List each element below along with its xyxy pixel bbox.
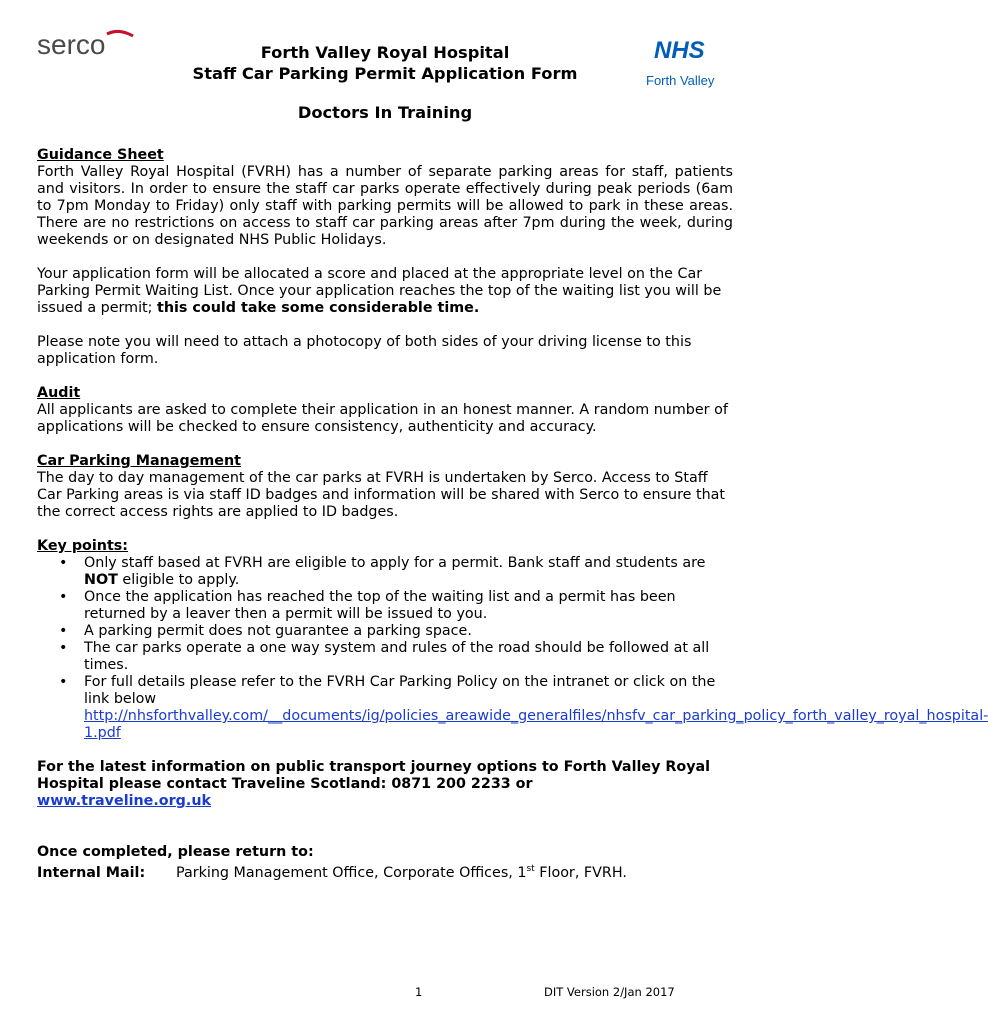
form-title: Staff Car Parking Permit Application Form — [192, 64, 578, 83]
key-point-text: The car parks operate a one way system and rules of the road should be followed at all times. — [84, 640, 710, 673]
guidance-content — [37, 147, 988, 882]
transport-info — [37, 759, 733, 810]
key-point-emphasis: NOT — [84, 572, 118, 588]
traveline-link[interactable]: www.traveline.org.uk — [37, 793, 212, 809]
serco-logo-text: serco — [37, 29, 106, 60]
bullet-icon: • — [59, 623, 68, 639]
nhs-logo-subtext: Forth Valley — [646, 73, 715, 88]
guidance-paragraph-2 — [37, 266, 733, 317]
key-point-item — [37, 640, 733, 674]
key-point-text: A parking permit does not guarantee a parking space. — [84, 623, 472, 639]
guidance-paragraph-2-emphasis: this could take some considerable time. — [157, 300, 480, 316]
key-point-text: eligible to apply. — [117, 572, 240, 588]
audit-heading: Audit — [37, 385, 81, 401]
audit-text: All applicants are asked to complete their application in an honest manner. A random number of applications will be checked to ensure consistency, authenticity and accuracy. — [37, 402, 728, 435]
bullet-icon: • — [59, 589, 68, 605]
internal-mail-address: Parking Management Office, Corporate Offices, 1 — [176, 864, 527, 881]
internal-mail-label: Internal Mail: — [37, 864, 146, 881]
page-number: 1 — [415, 985, 423, 999]
form-subtitle: Doctors In Training — [297, 103, 473, 122]
serco-swoosh — [107, 31, 133, 36]
key-point-text: Once the application has reached the top of the waiting list and a permit has been returned by a leaver then a permit will be issued to you. — [84, 589, 676, 622]
return-heading: Once completed, please return to: — [37, 844, 314, 860]
key-points-list — [37, 555, 988, 742]
key-point-text: For full details please refer to the FVRH Car Parking Policy on the intranet or click on the link below — [84, 674, 716, 707]
key-point-text: Only staff based at FVRH are eligible to apply for a permit. Bank staff and students are — [84, 555, 706, 571]
parking-policy-link[interactable]: http://nhsforthvalley.com/__documents/ig/policies_areawide_generalfiles/nhsfv_car_parking_policy_forth_valley_royal_hospital-1.pdf — [84, 708, 988, 741]
nhs-logo-text: NHS — [654, 37, 705, 64]
transport-info-text: For the latest information on public transport journey options to Forth Valley Royal Hospital please contact Traveline Scotland: 0871 200 2233 or — [37, 759, 711, 792]
internal-mail-superscript: st — [526, 864, 535, 874]
nhs-forth-valley-logo — [644, 36, 724, 92]
key-point-item — [37, 589, 733, 623]
document-version: DIT Version 2/Jan 2017 — [544, 985, 675, 999]
management-text: The day to day management of the car parks at FVRH is undertaken by Serco. Access to Staff Car Parking areas is via staff ID badges and information will be shared with Serco to ensure that the correct access rights are applied to ID badges. — [37, 470, 726, 520]
key-point-item — [37, 623, 733, 640]
key-points-heading: Key points: — [37, 538, 129, 554]
bullet-icon: • — [59, 674, 68, 690]
guidance-heading: Guidance Sheet — [37, 147, 164, 163]
bullet-icon: • — [59, 640, 68, 656]
guidance-paragraph-3: Please note you will need to attach a photocopy of both sides of your driving license to this application form. — [37, 334, 692, 367]
key-point-item — [37, 674, 988, 742]
internal-mail-row — [37, 861, 733, 882]
internal-mail-address-end: Floor, FVRH. — [534, 864, 627, 881]
form-title-hospital: Forth Valley Royal Hospital — [260, 43, 510, 62]
guidance-paragraph-2-text: Your application form will be allocated a score and placed at the appropriate level on the Car Parking Permit Waiting List. Once your application reaches the top of the waiting list you will be issued a permit; — [37, 266, 722, 316]
guidance-paragraph-1: Forth Valley Royal Hospital (FVRH) has a number of separate parking areas for staff, patients and visitors. In order to ensure the staff car parks operate effectively during peak periods (6am to 7pm Monday to Friday) only staff with parking permits will be allowed to park in these areas. There are no restrictions on access to staff car parking areas after 7pm during the week, during weekends or on designated NHS Public Holidays. — [37, 164, 733, 248]
key-point-item — [37, 555, 733, 589]
serco-logo — [37, 30, 137, 64]
bullet-icon: • — [59, 555, 68, 571]
management-heading: Car Parking Management — [37, 453, 241, 469]
